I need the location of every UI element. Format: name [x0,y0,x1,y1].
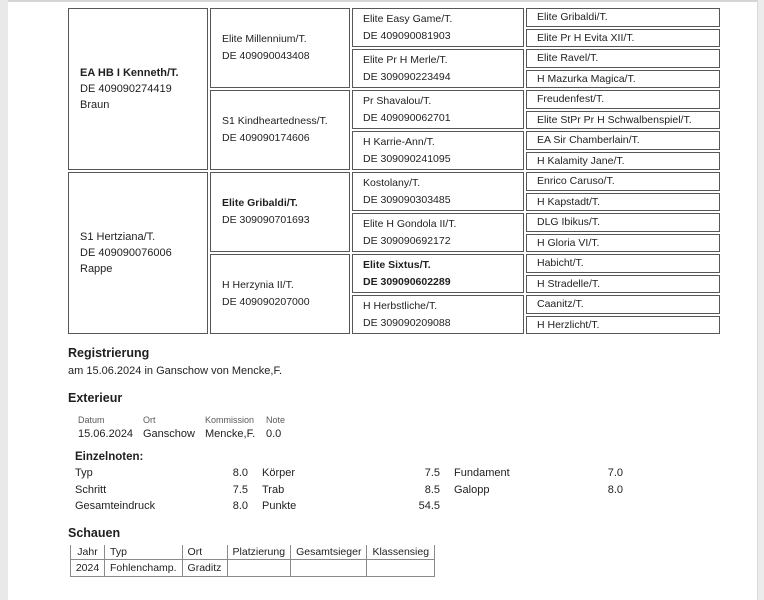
horse-color: Braun [80,99,110,111]
horse-name: H Herzlicht/T. [537,318,600,331]
pedigree-cell [210,172,350,252]
schauen-table [70,545,435,578]
horse-name: S1 Hertziana/T. [80,231,156,243]
column-header-ort: Ort [143,415,156,425]
horse-reg: DE 409090076006 [80,247,172,259]
column-header-platzierung: Platzierung [227,545,291,560]
pedigree-cell [526,172,720,191]
schauen-gesamtsieger [291,560,367,577]
horse-name: H Karrie-Ann/T. [363,135,435,148]
score-value: 8.5 [424,483,440,496]
page-left-margin [0,0,8,600]
score-label: Fundament [454,467,510,479]
score-value: 7.5 [232,483,248,496]
horse-reg: DE 409090081903 [363,29,451,42]
pedigree-cell [352,254,524,293]
column-header-kommission: Kommission [205,415,255,425]
score-value: 8.0 [607,483,623,496]
horse-name: Pr Shavalou/T. [363,94,432,107]
pedigree-cell [352,131,524,170]
horse-name: Elite H Gondola II/T. [363,217,457,230]
score-value: 7.0 [607,467,623,479]
pedigree-cell [526,193,720,212]
horse-name: H Kapstadt/T. [537,195,601,208]
pedigree-cell [526,152,720,171]
horse-reg: DE 409090043408 [222,50,310,62]
schauen-typ: Fohlenchamp. [105,560,183,577]
pedigree-cell [526,49,720,68]
horse-reg: DE 409090207000 [222,296,310,308]
pedigree-table [68,8,728,334]
schauen-platzierung [227,560,291,577]
exterieur-datum: 15.06.2024 [78,428,134,440]
horse-name: Elite Easy Game/T. [363,12,453,25]
column-header-datum: Datum [78,415,105,425]
pedigree-cell [352,295,524,334]
horse-name: H Kalamity Jane/T. [537,154,625,167]
pedigree-cell [526,275,720,294]
horse-name: Caanitz/T. [537,298,584,311]
pedigree-cell [210,90,350,170]
exterieur-note: 0.0 [266,428,282,440]
horse-name: Elite Sixtus/T. [363,258,431,271]
schauen-heading: Schauen [68,525,121,540]
pedigree-cell [526,316,720,335]
horse-color: Rappe [80,263,113,275]
pedigree-cell [352,90,524,129]
schauen-jahr: 2024 [71,560,105,577]
horse-name: EA Sir Chamberlain/T. [537,134,640,147]
score-label: Schritt [75,483,107,496]
pedigree-cell [352,8,524,47]
pedigree-cell [526,295,720,314]
horse-reg: DE 309090223494 [363,70,451,83]
score-label: Körper [262,467,296,479]
pedigree-cell [526,131,720,150]
column-header-gesamtsieger: Gesamtsieger [291,545,367,560]
column-header-klassensieg: Klassensieg [367,545,435,560]
score-label: Trab [262,483,285,496]
pedigree-cell [352,49,524,88]
pedigree-cell [210,254,350,334]
pedigree-cell [526,29,720,48]
horse-name: H Gloria VI/T. [537,236,600,249]
registrierung-text: am 15.06.2024 in Ganschow von Mencke,F. [68,365,283,377]
schauen-header-row [71,545,435,560]
horse-name: H Stradelle/T. [537,277,601,290]
horse-reg: DE 309090701693 [222,214,310,226]
horse-reg: DE 309090602289 [363,275,451,288]
horse-name: Elite Pr H Evita XII/T. [537,31,635,44]
horse-name: Freudenfest/T. [537,93,605,106]
horse-name: Elite Gribaldi/T. [222,197,298,209]
horse-reg: DE 309090241095 [363,152,451,165]
horse-name: Enrico Caruso/T. [537,175,615,188]
horse-reg: DE 409090274419 [80,83,172,95]
horse-name: Elite Gribaldi/T. [537,11,608,24]
pedigree-cell [352,172,524,211]
score-value: 54.5 [418,500,440,512]
einzelnoten-heading: Einzelnoten: [75,451,144,463]
einzelnoten-grid [75,465,728,515]
score-value: 8.0 [232,500,248,512]
schauen-data-row [71,560,435,577]
horse-name: Kostolany/T. [363,176,421,189]
score-label: Punkte [262,500,297,512]
horse-reg: DE 409090174606 [222,132,310,144]
score-label: Gesamteindruck [75,500,156,512]
column-header-typ: Typ [105,545,183,560]
schauen-klassensieg [367,560,435,577]
schauen-ort: Graditz [182,560,227,577]
pedigree-document [68,0,728,577]
pedigree-cell [352,213,524,252]
column-header-note: Note [266,415,286,425]
pedigree-cell-sire [68,8,208,170]
pedigree-cell [526,213,720,232]
horse-reg: DE 409090062701 [363,111,451,124]
horse-name: DLG Ibikus/T. [537,216,601,229]
page-right-margin [757,0,764,600]
horse-name: H Herzynia II/T. [222,279,294,291]
exterieur-kommission: Mencke,F. [205,428,256,440]
pedigree-cell [526,234,720,253]
horse-name: S1 Kindheartedness/T. [222,115,328,127]
exterieur-heading: Exterieur [68,391,123,405]
horse-name: H Herbstliche/T. [363,299,438,312]
pedigree-cell [526,70,720,89]
pedigree-cell [526,8,720,27]
pedigree-cell [526,90,720,109]
column-header-jahr: Jahr [71,545,105,560]
score-label: Typ [75,467,93,479]
pedigree-cell [526,254,720,273]
horse-name: H Mazurka Magica/T. [537,72,636,85]
score-value: 8.0 [232,467,248,479]
horse-name: EA HB I Kenneth/T. [80,67,179,79]
exterieur-ort: Ganschow [143,428,195,440]
column-header-ort: Ort [182,545,227,560]
horse-name: Elite Ravel/T. [537,52,599,65]
registrierung-heading: Registrierung [68,346,150,360]
horse-name: Elite Pr H Merle/T. [363,53,448,66]
score-label: Galopp [454,483,490,496]
pedigree-cell-dam [68,172,208,334]
horse-reg: DE 309090692172 [363,234,451,247]
horse-reg: DE 309090303485 [363,193,451,206]
horse-reg: DE 309090209088 [363,316,451,329]
horse-name: Habicht/T. [537,257,584,270]
horse-name: Elite StPr Pr H Schwalbenspiel/T. [537,113,692,126]
pedigree-cell [526,111,720,130]
score-value: 7.5 [424,467,440,479]
pedigree-cell [210,8,350,88]
horse-name: Elite Millennium/T. [222,33,307,45]
exterieur-table [78,413,728,442]
